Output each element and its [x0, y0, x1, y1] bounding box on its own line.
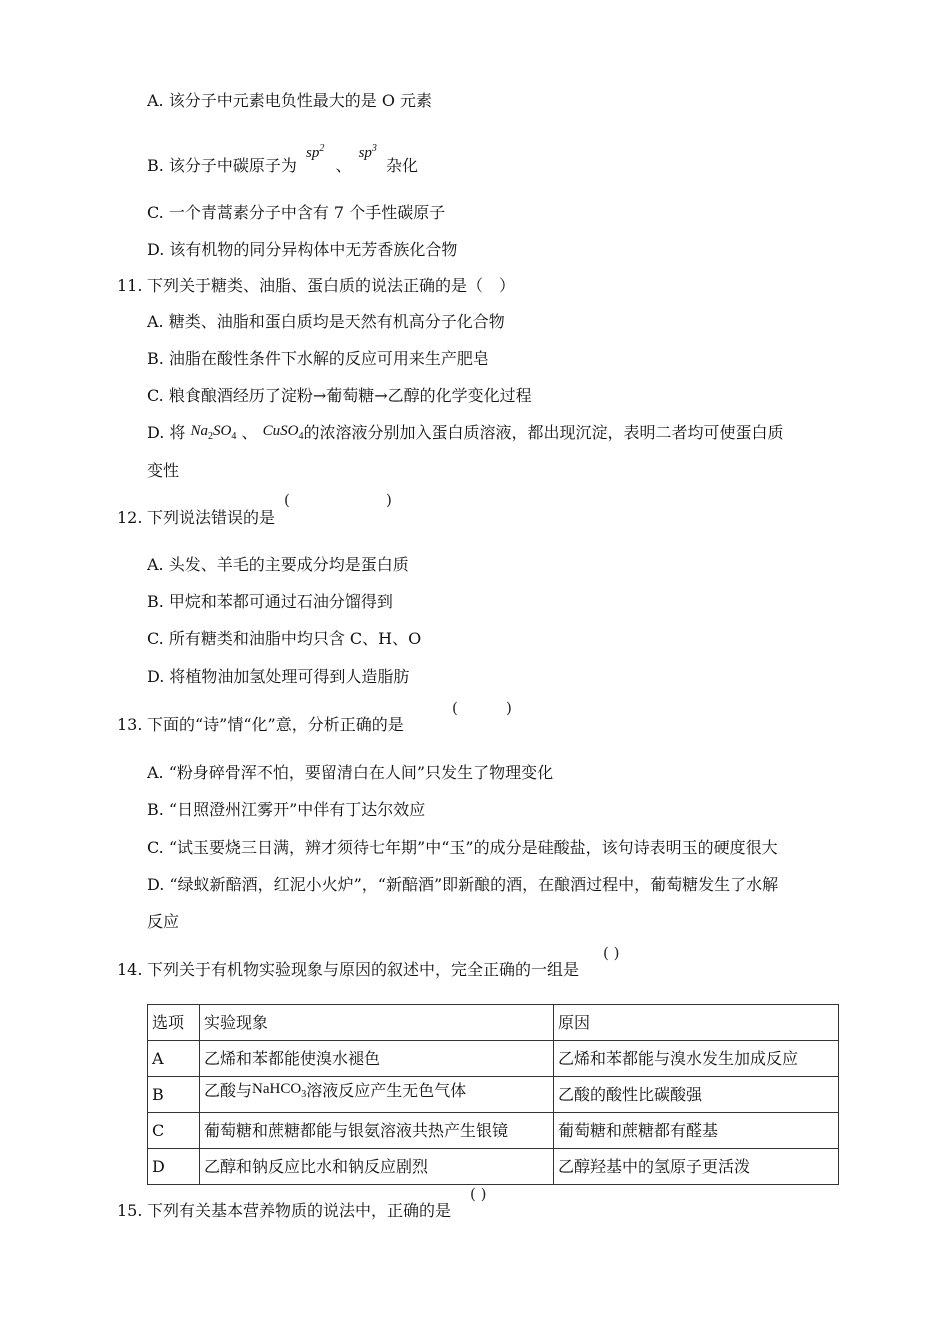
q10-formula-sp3 — [359, 145, 377, 161]
q12-stem: 下列说法错误的是 — [147, 508, 276, 527]
q11-na2so4-na: Na — [190, 423, 209, 439]
table-cell-option: B — [148, 1077, 200, 1113]
table-cell-phenomenon: 乙醇和钠反应比水和钠反应剧烈 — [200, 1149, 554, 1185]
q11-option-a: A. 糖类、油脂和蛋白质均是天然有机高分子化合物 — [147, 312, 505, 331]
table-cell-phenomenon: 乙烯和苯都能使溴水褪色 — [200, 1041, 554, 1077]
q12-paren-open: ( — [284, 491, 290, 509]
q11-na2so4-so: SO — [213, 423, 232, 439]
table-cell-reason: 乙醇羟基中的氢原子更活泼 — [554, 1149, 839, 1185]
q13-option-d-line2: 反应 — [147, 912, 180, 931]
nahco3-sub3: 3 — [301, 1089, 307, 1100]
q11-stem-line — [117, 276, 515, 296]
table-cell-option: C — [148, 1113, 200, 1149]
q13-option-c: C. “试玉要烧三日满，辨才须待七年期”中“玉”的成分是硅酸盐，该句诗表明玉的硬度很大 — [147, 838, 778, 857]
q13-paren-close: ) — [506, 699, 512, 717]
table-cell-option: A — [148, 1041, 200, 1077]
q15-stem-line — [117, 1201, 451, 1221]
table-header-option: 选项 — [148, 1005, 200, 1041]
q12-paren-close: ) — [386, 491, 392, 509]
q15-stem: 下列有关基本营养物质的说法中，正确的是 — [147, 1201, 452, 1220]
q10-option-b-suffix: 杂化 — [386, 156, 419, 175]
q12-number: 12. — [117, 508, 143, 527]
q10-option-b — [147, 143, 419, 177]
table-cell-reason: 葡萄糖和蔗糖都有醛基 — [554, 1113, 839, 1149]
table-row — [148, 1077, 839, 1113]
table-cell-phenomenon: 葡萄糖和蔗糖都能与银氨溶液共热产生银镜 — [200, 1113, 554, 1149]
q11-formula-na2so4 — [190, 423, 237, 442]
q11-stem: 下列关于糖类、油脂、蛋白质的说法正确的是（ ） — [147, 276, 516, 295]
q13-option-d: D. “绿蚁新醅酒，红泥小火炉”，“新醅酒”即新酿的酒，在酿酒过程中，葡萄糖发生了水解 — [147, 875, 779, 894]
q11-option-d-sep: 、 — [241, 423, 258, 442]
q12-option-b: B. 甲烷和苯都可通过石油分馏得到 — [147, 592, 393, 611]
q13-stem: 下面的“诗”情“化”意，分析正确的是 — [147, 715, 404, 734]
q13-paren-open: ( — [452, 699, 458, 717]
q13-option-a: A. “粉身碎骨浑不怕，要留清白在人间”只发生了物理变化 — [147, 763, 554, 782]
q14-paren: ( ) — [603, 944, 620, 962]
q10-formula-sp2 — [306, 145, 324, 161]
table-cell-option: D — [148, 1149, 200, 1185]
q10-option-b-prefix: B. 该分子中碳原子为 — [147, 156, 297, 175]
table-header-phenomenon: 实验现象 — [200, 1005, 554, 1041]
q10-option-c: C. 一个青蒿素分子中含有 7 个手性碳原子 — [147, 203, 446, 222]
q13-stem-line — [117, 715, 404, 735]
table-cell-reason: 乙酸的酸性比碳酸强 — [554, 1077, 839, 1113]
q10-sp3-base: sp — [358, 145, 372, 161]
nahco3-base: NaHCO — [252, 1081, 302, 1097]
table-cell-phenomenon — [200, 1077, 554, 1113]
q11-option-c: C. 粮食酿酒经历了淀粉→葡萄糖→乙醇的化学变化过程 — [147, 386, 532, 405]
q10-sp2-exp: 2 — [319, 143, 325, 154]
phenomenon-suffix: 溶液反应产生无色气体 — [306, 1081, 467, 1100]
q13-number: 13. — [117, 715, 143, 734]
q11-cuso4-cuso: CuSO — [262, 423, 299, 439]
table-cell-reason: 乙烯和苯都能与溴水发生加成反应 — [554, 1041, 839, 1077]
table-row — [148, 1041, 839, 1077]
q14-stem-line — [117, 960, 579, 980]
q13-option-b: B. “日照澄州江雾开”中伴有丁达尔效应 — [147, 800, 426, 819]
q11-na2so4-sub2: 2 — [208, 431, 214, 442]
q12-option-d: D. 将植物油加氢处理可得到人造脂肪 — [147, 667, 410, 686]
q10-sp3-exp: 3 — [371, 143, 377, 154]
q11-na2so4-sub4: 4 — [231, 431, 237, 442]
q12-stem-line — [117, 508, 275, 528]
table-row — [148, 1149, 839, 1185]
q12-option-c: C. 所有糖类和油脂中均只含 C、H、O — [147, 629, 422, 648]
q14-table — [147, 1004, 839, 1185]
q14-number: 14. — [117, 960, 143, 979]
q14-stem: 下列关于有机物实验现象与原因的叙述中，完全正确的一组是 — [147, 960, 580, 979]
table-header-reason: 原因 — [554, 1005, 839, 1041]
q10-sp2-base: sp — [306, 145, 320, 161]
q11-cuso4-sub4: 4 — [298, 431, 304, 442]
q11-option-d — [147, 423, 783, 450]
phenomenon-prefix: 乙酸与 — [204, 1081, 253, 1100]
q11-option-d-prefix: D. 将 — [147, 423, 186, 442]
q11-option-d-suffix: 的浓溶液分别加入蛋白质溶液，都出现沉淀，表明二者均可使蛋白质 — [303, 423, 784, 442]
q12-option-a: A. 头发、羊毛的主要成分均是蛋白质 — [147, 555, 409, 574]
q10-option-b-sep: 、 — [335, 156, 352, 175]
table-row — [148, 1113, 839, 1149]
table-header-row — [148, 1005, 839, 1041]
formula-nahco3 — [252, 1081, 307, 1100]
q15-number: 15. — [117, 1201, 143, 1220]
q11-option-b: B. 油脂在酸性条件下水解的反应可用来生产肥皂 — [147, 349, 489, 368]
q10-option-a: A. 该分子中元素电负性最大的是 O 元素 — [147, 91, 433, 110]
q15-paren: ( ) — [470, 1185, 487, 1203]
q11-formula-cuso4 — [262, 423, 304, 442]
q11-option-d-line2: 变性 — [147, 461, 180, 480]
q11-number: 11. — [117, 276, 143, 295]
q10-option-d: D. 该有机物的同分异构体中无芳香族化合物 — [147, 240, 458, 259]
